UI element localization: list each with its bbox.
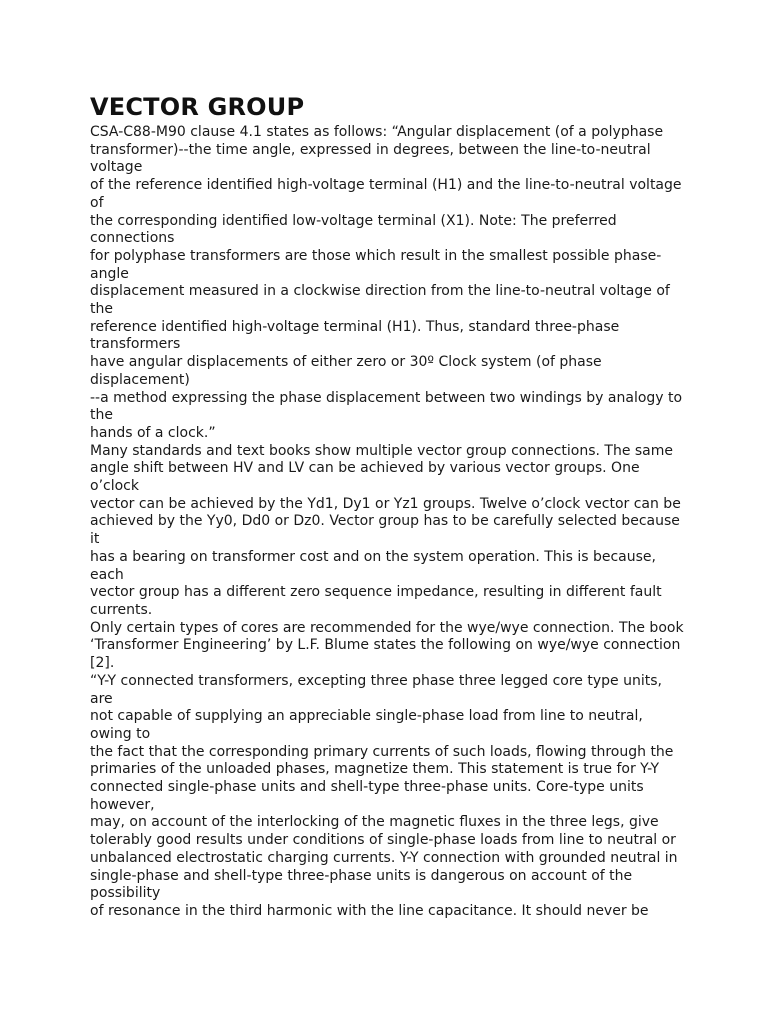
- text-line: the: [90, 301, 113, 318]
- text-line: displacement): [90, 371, 190, 388]
- text-line: the fact that the corresponding primary currents of such loads, flowing through the: [90, 743, 674, 760]
- text-line: have angular displacements of either zero or 30º Clock system (of phase: [90, 354, 602, 371]
- text-line: each: [90, 566, 124, 583]
- text-line: it: [90, 531, 100, 548]
- text-line: displacement measured in a clockwise direction from the line-to-neutral voltage of: [90, 283, 670, 300]
- text-line: has a bearing on transformer cost and on the system operation. This is because,: [90, 548, 656, 565]
- text-line: vector group has a different zero sequence impedance, resulting in different fault: [90, 584, 662, 601]
- text-line: tolerably good results under conditions of single-phase loads from line to neutral or: [90, 832, 676, 849]
- document-page: [90, 92, 690, 921]
- text-line: Only certain types of cores are recommended for the wye/wye connection. The book: [90, 619, 684, 636]
- document-title: VECTOR GROUP: [90, 93, 305, 121]
- text-line: achieved by the Yy0, Dd0 or Dz0. Vector group has to be carefully selected because: [90, 513, 680, 530]
- text-line: primaries of the unloaded phases, magnetize them. This statement is true for Y-Y: [90, 761, 660, 778]
- text-line: [2].: [90, 655, 115, 672]
- text-line: of: [90, 194, 104, 211]
- text-line: connected single-phase units and shell-type three-phase units. Core-type units: [90, 779, 644, 796]
- text-line: transformers: [90, 336, 181, 353]
- text-line: owing to: [90, 725, 151, 742]
- text-line: transformer)--the time angle, expressed in degrees, between the line-to-neutral: [90, 141, 651, 158]
- text-line: “Y-Y connected transformers, excepting three phase three legged core type units,: [90, 672, 662, 689]
- text-line: the: [90, 407, 113, 424]
- text-line: currents.: [90, 601, 153, 618]
- text-line: vector can be achieved by the Yd1, Dy1 or Yz1 groups. Twelve o’clock vector can be: [90, 495, 681, 512]
- text-line: voltage: [90, 159, 143, 176]
- text-line: Many standards and text books show multiple vector group connections. The same: [90, 442, 674, 459]
- text-line: reference identified high-voltage terminal (H1). Thus, standard three-phase: [90, 318, 620, 335]
- text-line: for polyphase transformers are those which result in the smallest possible phase-: [90, 247, 662, 264]
- text-line: of the reference identified high-voltage terminal (H1) and the line-to-neutral voltage: [90, 177, 682, 194]
- text-line: possibility: [90, 885, 161, 902]
- text-line: hands of a clock.”: [90, 424, 216, 441]
- text-line: o’clock: [90, 478, 139, 495]
- text-line: ‘Transformer Engineering’ by L.F. Blume states the following on wye/wye connection: [90, 637, 681, 654]
- text-line: angle shift between HV and LV can be achieved by various vector groups. One: [90, 460, 640, 477]
- text-line: single-phase and shell-type three-phase units is dangerous on account of the: [90, 867, 633, 884]
- text-line: connections: [90, 230, 175, 247]
- text-line: the corresponding identified low-voltage terminal (X1). Note: The preferred: [90, 212, 617, 229]
- text-line: unbalanced electrostatic charging currents. Y-Y connection with grounded neutral in: [90, 849, 678, 866]
- text-line: not capable of supplying an appreciable single-phase load from line to neutral,: [90, 708, 643, 725]
- text-line: of resonance in the third harmonic with the line capacitance. It should never be: [90, 902, 649, 919]
- text-line: may, on account of the interlocking of the magnetic fluxes in the three legs, give: [90, 814, 659, 831]
- text-line: are: [90, 690, 113, 707]
- text-line: however,: [90, 796, 155, 813]
- text-line: angle: [90, 265, 129, 282]
- text-line: CSA-C88-M90 clause 4.1 states as follows: “Angular displacement (of a polyphase: [90, 124, 664, 140]
- document-body: [90, 124, 690, 921]
- text-line: --a method expressing the phase displacement between two windings by analogy to: [90, 389, 683, 406]
